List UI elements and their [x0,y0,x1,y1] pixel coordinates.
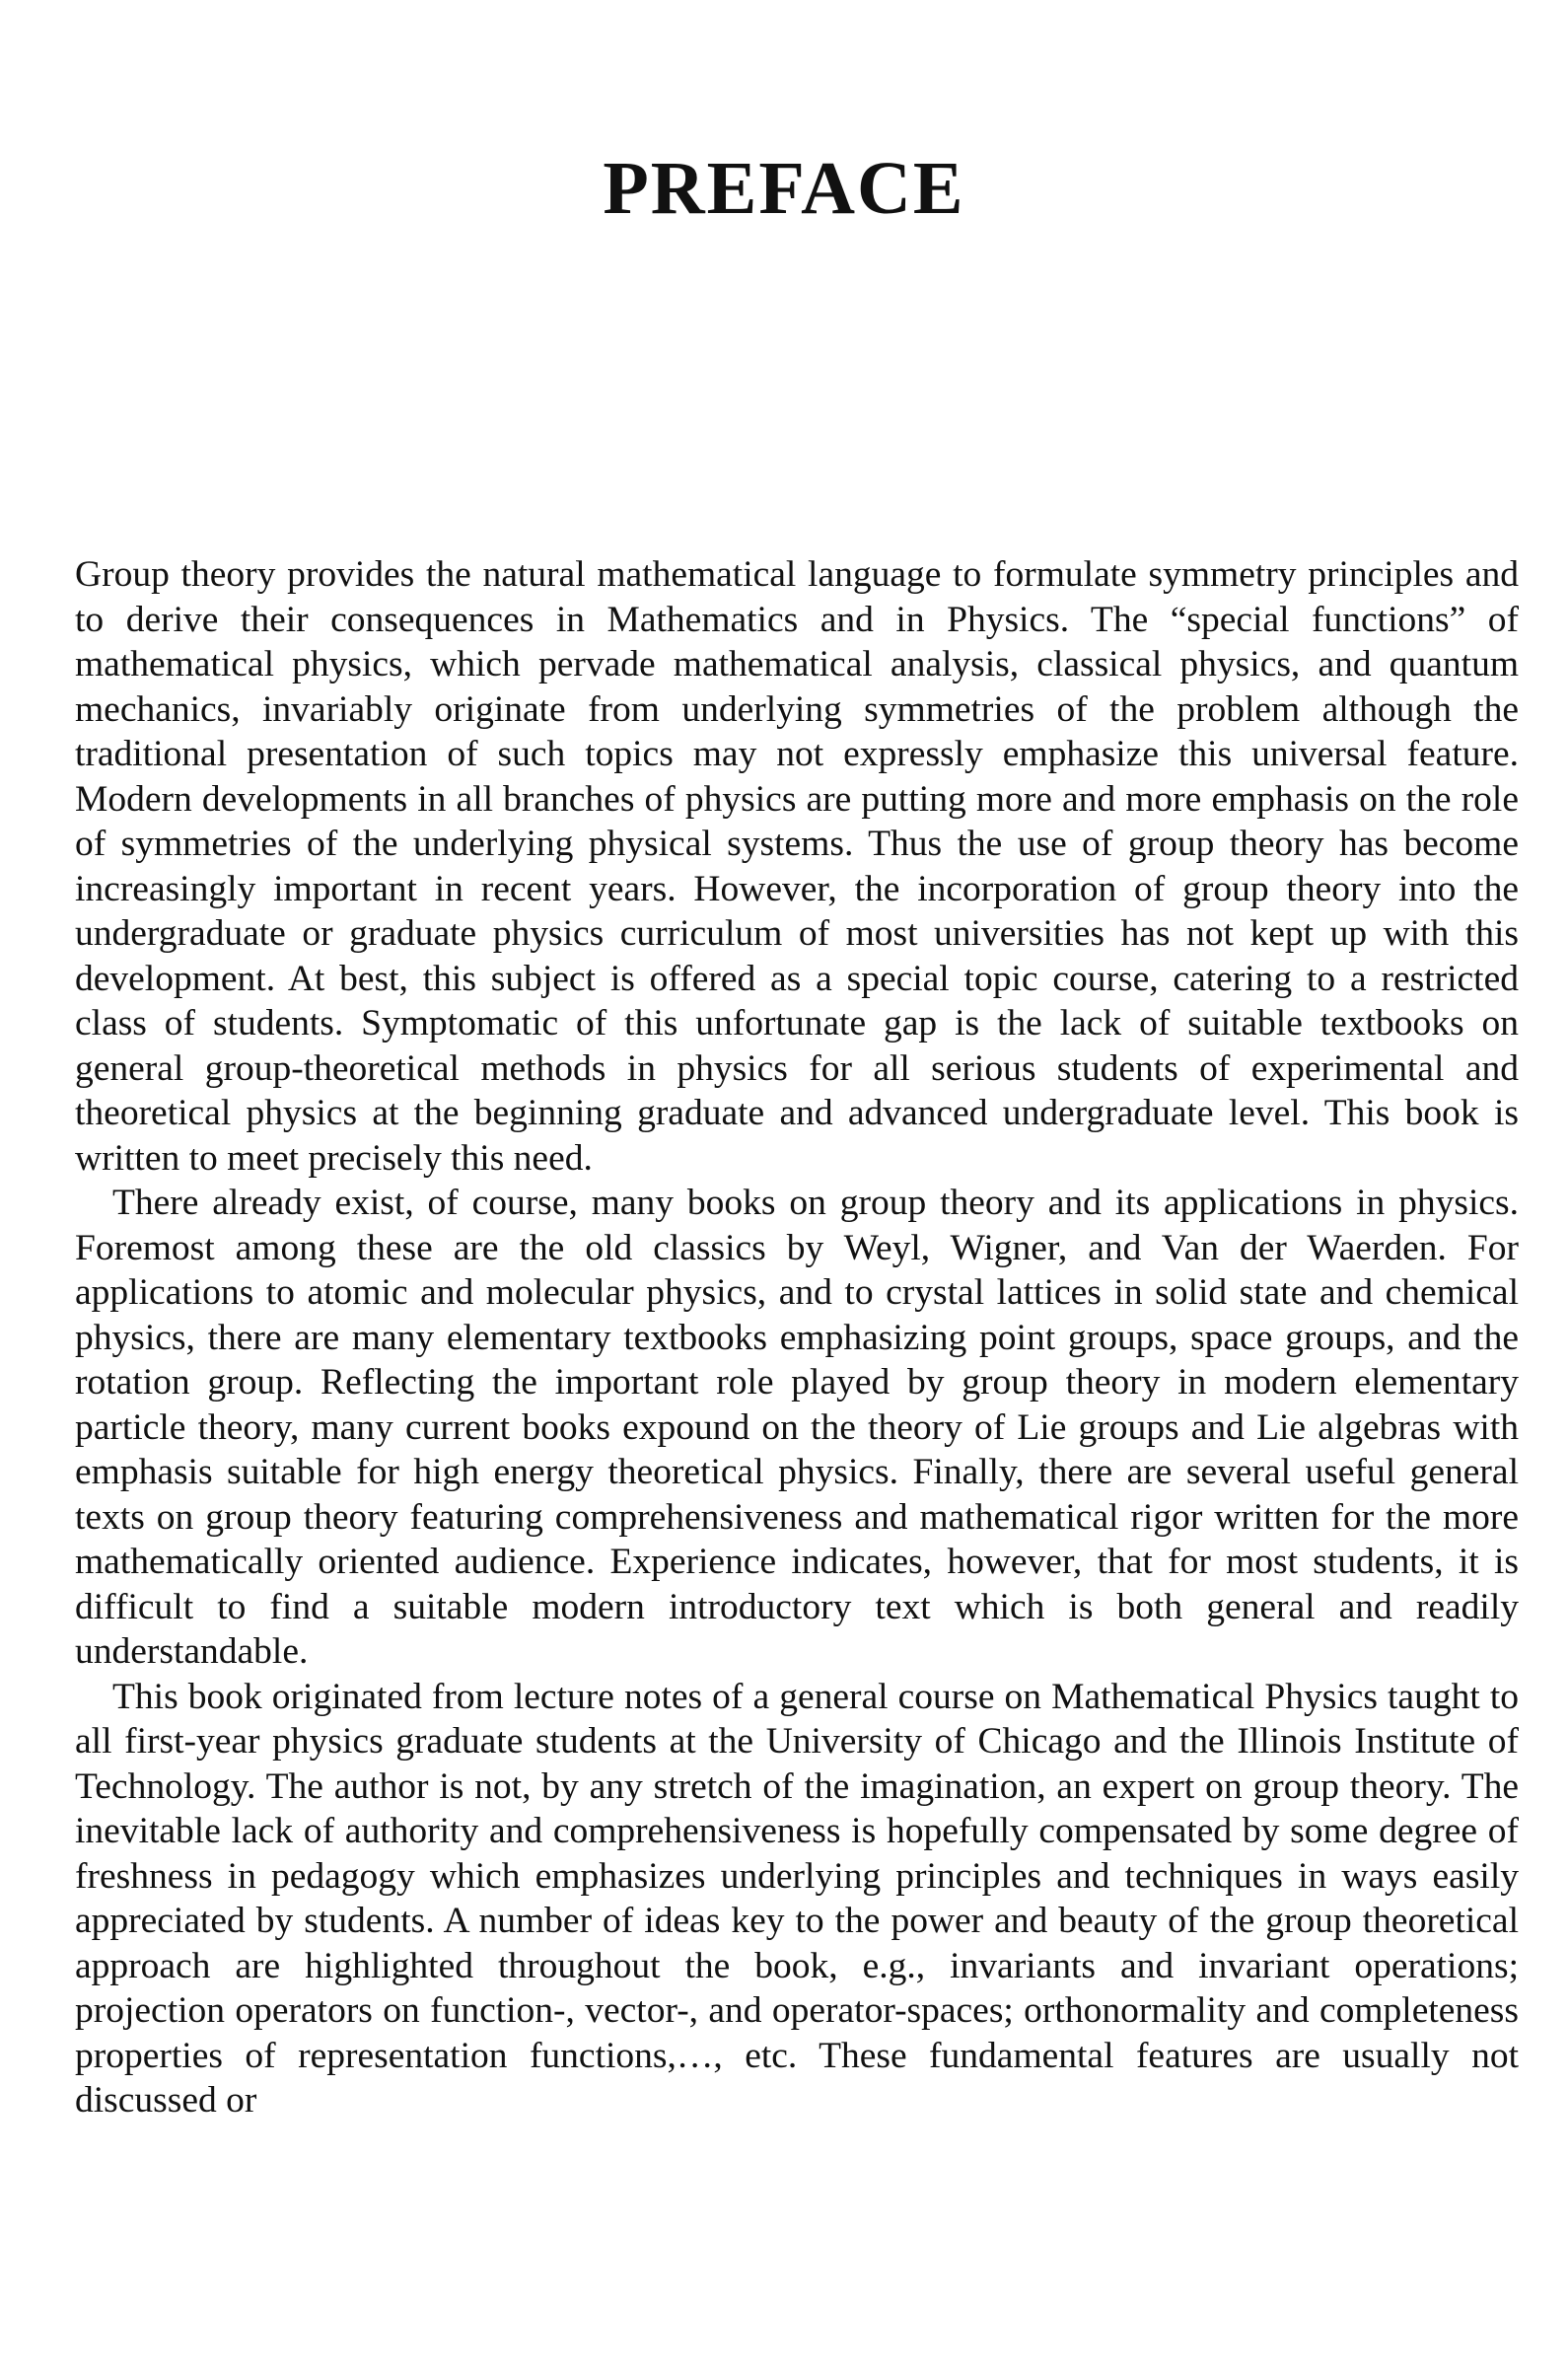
page-title: PREFACE [603,147,965,230]
paragraph-2: There already exist, of course, many books on group theory and its applications in physics. Foremost among these are the old classics by Weyl, Wigner, and Van der Waerden. For applications to atomic and molecular physics, and to crystal lattices in solid state and chemical physics, there are many elementary textbooks emphasizing point groups, space groups, and the rotation group. Reflecting the important role played by group theory in modern elementary particle theory, many current books expound on the theory of Lie groups and Lie algebras with emphasis suitable for high energy theoretical physics. Finally, there are several useful general texts on group theory featuring comprehensiveness and mathematical rigor written for the more mathematically oriented audience. Experience indicates, however, that for most students, it is difficult to find a suitable modern introductory text which is both general and readily understandable. [75,1183,1519,1672]
paragraph-3: This book originated from lecture notes of a general course on Mathematical Physics taught to all first-year physics graduate students at the University of Chicago and the Illinois Institute of Technology. The author is not, by any stretch of the imagination, an expert on group theory. The inevitable lack of authority and comprehensiveness is hopefully compensated by some degree of freshness in pedagogy which emphasizes underlying principles and techniques in ways easily appreciated by students. A number of ideas key to the power and beauty of the group theoretical approach are highlighted throughout the book, e.g., invariants and invariant operations; projection operators on function-, vector-, and operator-spaces; orthonormality and completeness properties of representation functions,…, etc. These fundamental features are usually not discussed or [75,1676,1519,2121]
preface-body [75,552,1519,2123]
paragraph-1: Group theory provides the natural mathematical language to formulate symmetry principles and to derive their consequences in Mathematics and in Physics. The “special functions” of mathematical physics, which pervade mathematical analysis, classical physics, and quantum mechanics, invariably originate from underlying symmetries of the problem although the traditional presentation of such topics may not expressly emphasize this universal feature. Modern developments in all branches of physics are putting more and more emphasis on the role of symmetries of the underlying physical systems. Thus the use of group theory has become increasingly important in recent years. However, the incorporation of group theory into the undergraduate or graduate physics curriculum of most universities has not kept up with this development. At best, this subject is offered as a special topic course, catering to a restricted class of students. Symptomatic of this unfortunate gap is the lack of suitable textbooks on general group-theoretical methods in physics for all serious students of experimental and theoretical physics at the beginning graduate and advanced undergraduate level. This book is written to meet precisely this need. [75,554,1519,1179]
